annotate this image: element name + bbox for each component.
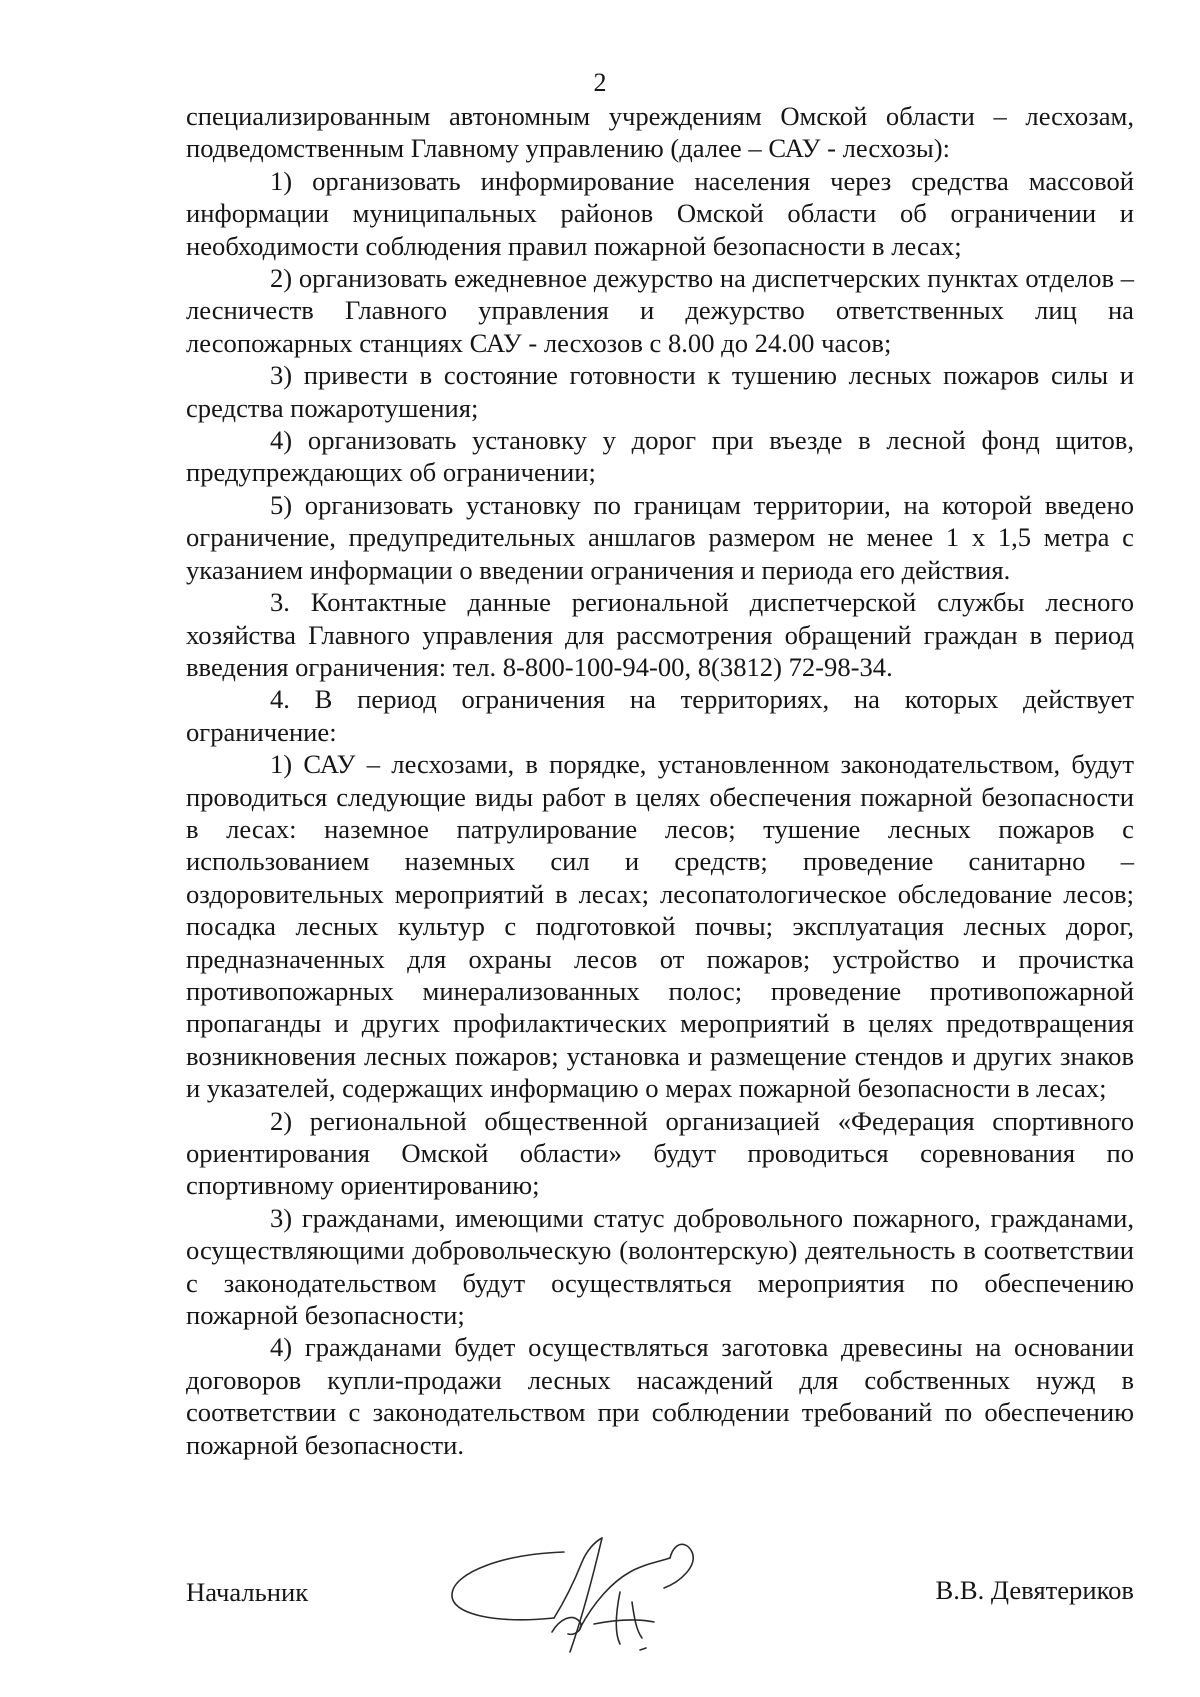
paragraph: 3. Контактные данные региональной диспетчерской службы лесного хозяйства Главного управления для рассмотрения обращений граждан в период введения ограничения: тел. 8-800-100-94-00, 8(3812) 72-98-34. [186,587,1134,682]
signatory-title: Начальник [186,1577,309,1607]
paragraph: специализированным автономным учреждениям Омской области – лесхозам, подведомственным Главному управлению (далее – САУ - лесхозы): [186,101,1134,164]
paragraph: 3) гражданами, имеющими статус добровольного пожарного, гражданами, осуществляющими добровольческую (волонтерскую) деятельность в соответствии с законодательством будут осуществляться мероприятия по обеспечению пожарной безопасности; [186,1202,1134,1331]
signatory-name: В.В. Девятериков [935,1575,1134,1605]
page-number: 2 [593,68,607,97]
signature-block [186,1560,1134,1670]
paragraph: 1) САУ – лесхозами, в порядке, установленном законодательством, будут проводиться следующие виды работ в целях обеспечения пожарной безопасности в лесах: наземное патрулирование лесов; тушение лесных пожаров с использованием наземных сил и средств; проведение санитарно – оздоровительных мероприятий в лесах; лесопатологическое обследование лесов; посадка лесных культур с подготовкой почвы; эксплуатация лесных дорог, предназначенных для охраны лесов от пожаров; устройство и прочистка противопожарных минерализованных полос; проведение противопожарной пропаганды и других профилактических мероприятий в целях предотвращения возникновения лесных пожаров; установка и размещение стендов и других знаков и указателей, содержащих информацию о мерах пожарной безопасности в лесах; [186,749,1134,1104]
paragraph: 4) организовать установку у дорог при въезде в лесной фонд щитов, предупреждающих об ограничении; [186,425,1134,488]
document-body [186,100,1134,1461]
paragraph: 3) привести в состояние готовности к тушению лесных пожаров силы и средства пожаротушения; [186,360,1134,423]
paragraph: 4) гражданами будет осуществляться заготовка древесины на основании договоров купли-продажи лесных насаждений для собственных нужд в соответствии с законодательством при соблюдении требований по обеспечению пожарной безопасности. [186,1332,1134,1460]
paragraph: 2) региональной общественной организацией «Федерация спортивного ориентирования Омской области» будут проводиться соревнования по спортивному ориентированию; [186,1105,1134,1201]
paragraph: 1) организовать информирование населения через средства массовой информации муниципальных районов Омской области об ограничении и необходимости соблюдения правил пожарной безопасности в лесах; [186,165,1134,261]
paragraph: 4. В период ограничения на территориях, на которых действует ограничение: [186,684,1134,747]
paragraph: 5) организовать установку по границам территории, на которой введено ограничение, предупредительных аншлагов размером не менее 1 х 1,5 метра с указанием информации о введении ограничения и периода его действия. [186,489,1134,585]
paragraph: 2) организовать ежедневное дежурство на диспетчерских пунктах отделов – лесничеств Главного управления и дежурство ответственных лиц на лесопожарных станциях САУ - лесхозов с 8.00 до 24.00 часов; [186,263,1134,358]
handwritten-signature [444,1532,714,1662]
